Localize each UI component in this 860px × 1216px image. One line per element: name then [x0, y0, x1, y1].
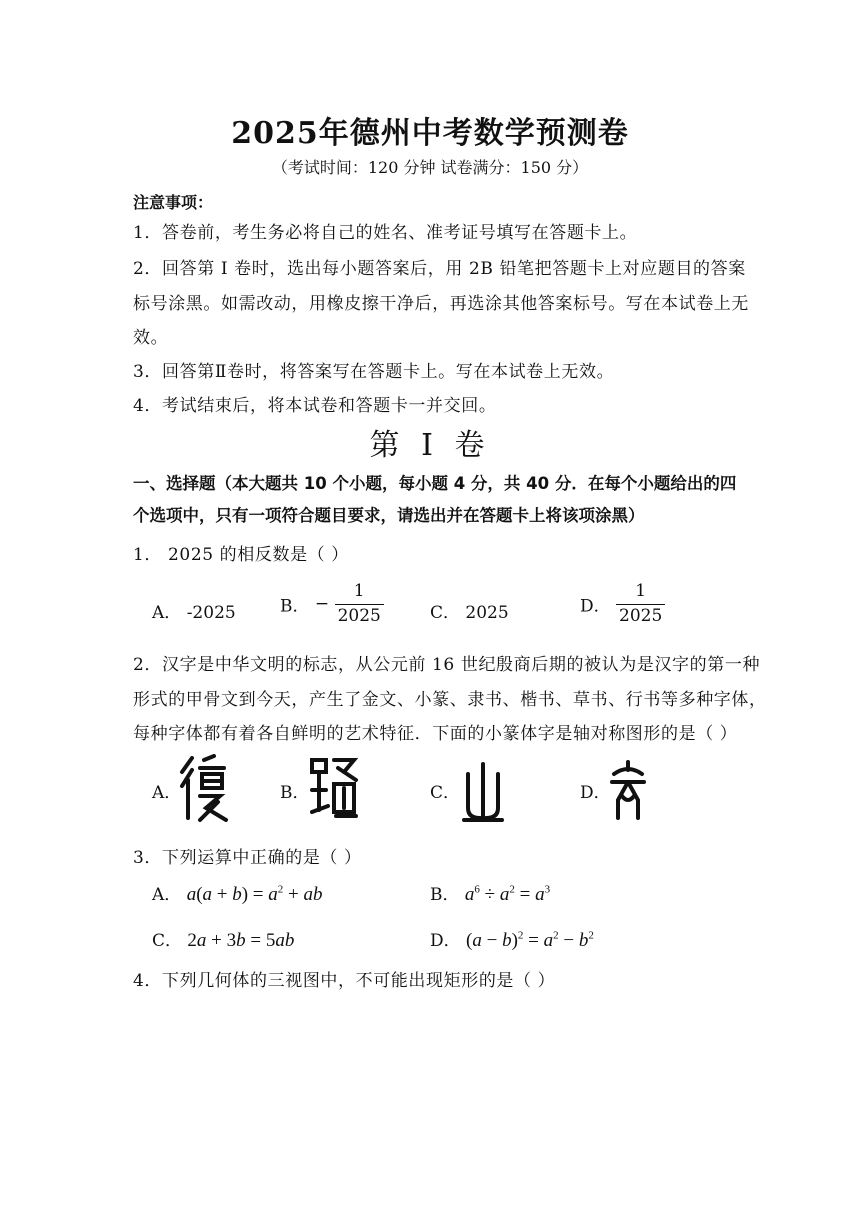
q2-line-1: 2．汉字是中华文明的标志，从公元前 16 世纪殷商后期的被认为是汉字的第一种 [133, 655, 761, 675]
q2-line-2: 形式的甲骨文到今天，产生了金文、小篆、隶书、楷书、草书、行书等多种字体， [133, 690, 767, 710]
exam-info: （考试时间：120 分钟 试卷满分：150 分） [271, 158, 589, 177]
notice-line-2: 2．回答第 I 卷时，选出每小题答案后，用 2B 铅笔把答题卡上对应题目的答案 [133, 259, 746, 279]
q2-option-d-label: D． [580, 783, 611, 803]
q3-option-c-label: C． [152, 931, 183, 951]
seal-script-glyph-b [308, 754, 360, 822]
section-intro-line-1: 一、选择题（本大题共 10 个小题，每小题 4 分，共 40 分．在每个小题给出的四 [133, 474, 737, 493]
seal-script-glyph-d [608, 760, 648, 822]
q2-option-a-label: A． [152, 783, 182, 803]
notice-line-4: 效。 [133, 328, 169, 348]
q1-option-d [580, 582, 665, 626]
q2-option-b-label: B． [280, 783, 310, 803]
q3-option-d [430, 926, 594, 952]
q1-option-b-numerator: 1 [353, 581, 365, 601]
q3-option-b-label: B． [430, 885, 460, 905]
q1-option-d-label: D． [580, 596, 611, 617]
q1-option-b-denominator: 2025 [337, 605, 381, 626]
q3-option-a-label: A． [152, 885, 182, 905]
q1-option-d-denominator: 2025 [619, 605, 663, 626]
fraction-bar [616, 604, 665, 605]
notice-line-6: 4．考试结束后，将本试卷和答题卡一并交回。 [133, 396, 497, 416]
q1-stem: 1． 2025 的相反数是（ ） [133, 545, 349, 565]
q3-option-a [152, 880, 323, 906]
q1-option-b-sign: − [314, 594, 330, 615]
q1-option-d-numerator: 1 [635, 581, 647, 601]
q1-option-a-value: -2025 [186, 603, 236, 623]
notice-line-3: 标号涂黑。如需改动，用橡皮擦干净后，再选涂其他答案标号。写在本试卷上无 [133, 294, 749, 314]
section-intro-line-2: 个选项中，只有一项符合题目要求，请选出并在答题卡上将该项涂黑） [133, 506, 645, 525]
q1-option-a-label: A． [152, 603, 182, 623]
q1-option-b [280, 582, 384, 626]
fraction-bar [335, 604, 384, 605]
q3-option-b [430, 880, 550, 906]
q3-option-c [152, 926, 294, 952]
notice-line-1: 1．答卷前，考生务必将自己的姓名、准考证号填写在答题卡上。 [133, 223, 638, 243]
seal-script-glyph-c [460, 760, 506, 824]
q1-option-c-value: 2025 [465, 603, 509, 623]
page-title: 2025年德州中考数学预测卷 [231, 116, 629, 151]
q3-option-c-formula: 2a + 3b = 5ab [187, 930, 295, 951]
q1-option-a [152, 598, 236, 623]
notice-heading: 注意事项： [133, 193, 214, 212]
q3-option-a-formula: $a(a + b) = a^2$ + ab [186, 883, 323, 905]
seal-script-glyph-a [178, 752, 232, 824]
q3-option-b-formula: $a^6 \div a^2 = a^3$ [464, 883, 551, 905]
q4-stem: 4．下列几何体的三视图中，不可能出现矩形的是（ ） [133, 971, 556, 991]
q2-line-3: 每种字体都有着各自鲜明的艺术特征．下面的小篆体字是轴对称图形的是（ ） [133, 724, 738, 744]
q3-stem: 3．下列运算中正确的是（ ） [133, 848, 362, 868]
notice-line-5: 3．回答第Ⅱ卷时，将答案写在答题卡上。写在本试卷上无效。 [133, 362, 615, 382]
q3-option-d-label: D． [430, 931, 461, 951]
q3-option-d-formula: $(a - b)^2 = a^2 - b^2$ [466, 929, 594, 951]
q1-option-b-fraction [335, 582, 384, 626]
q2-option-c-label: C． [430, 783, 461, 803]
q1-option-c [430, 598, 509, 623]
q1-option-c-label: C． [430, 603, 461, 623]
q1-option-d-fraction [616, 582, 665, 626]
q1-option-b-label: B． [280, 596, 310, 617]
section-title: 第 I 卷 [369, 428, 491, 463]
